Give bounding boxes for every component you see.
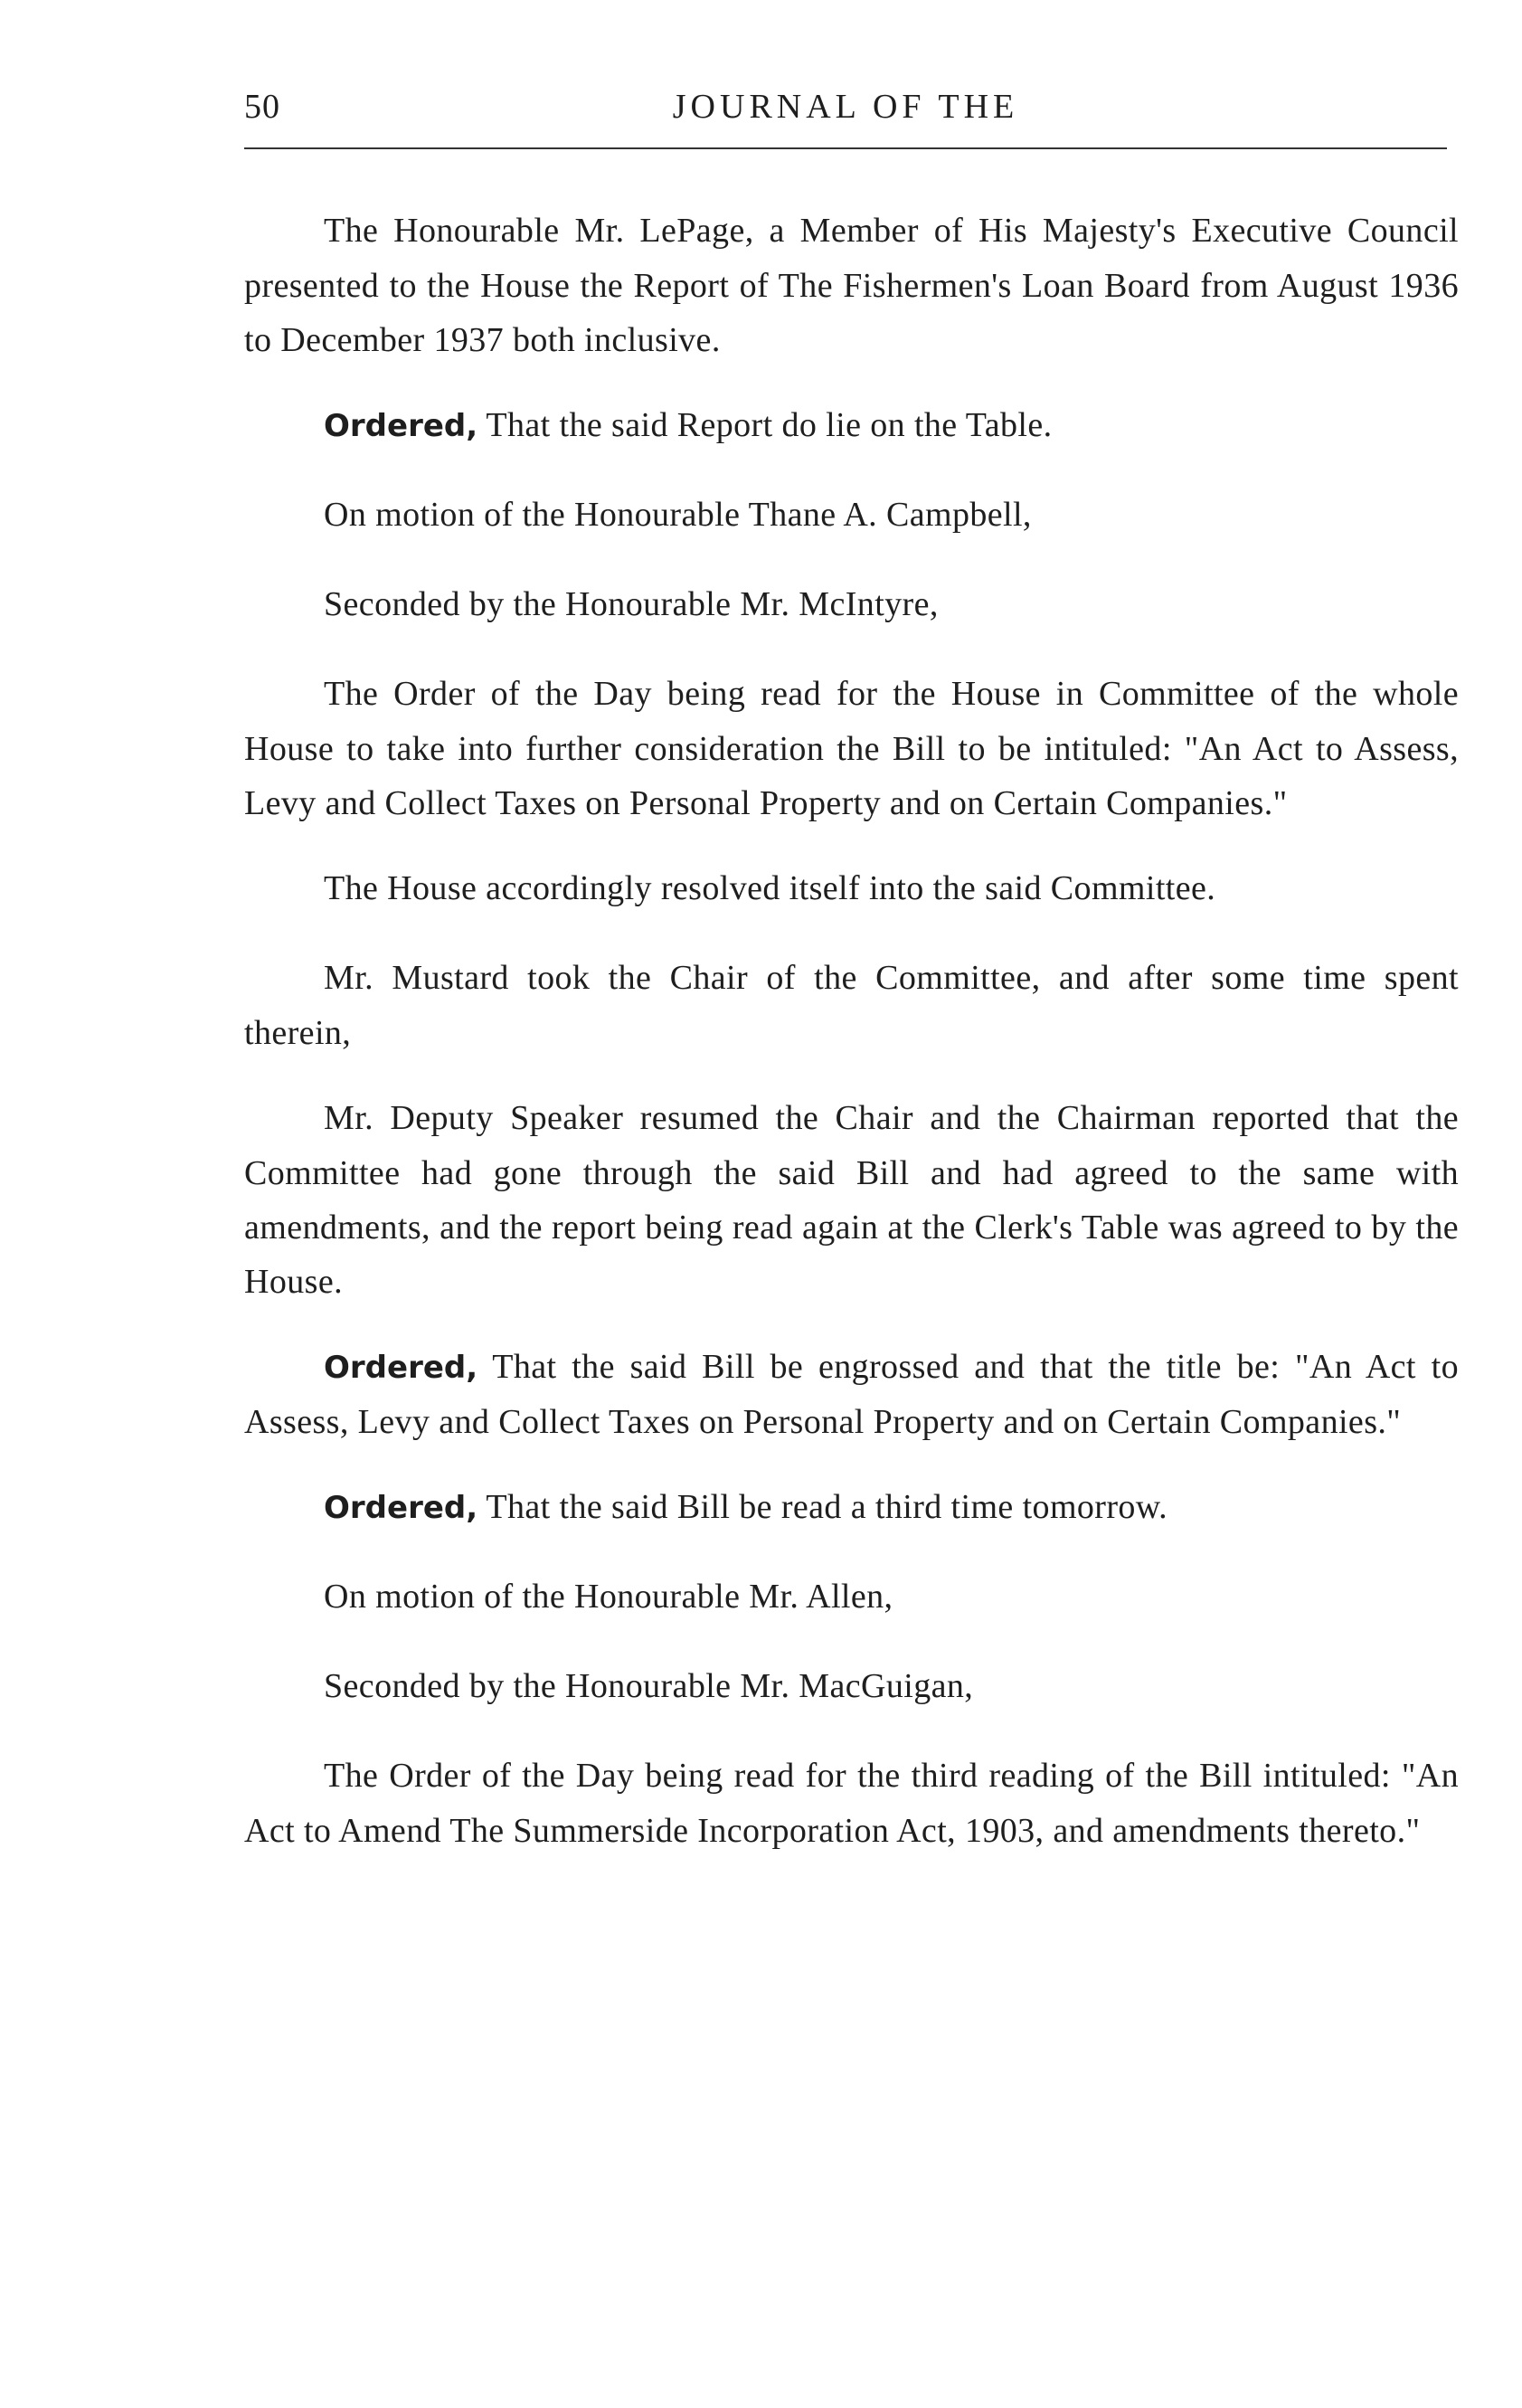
page-header [244, 87, 1447, 150]
paragraph-text: On motion of the Honourable Mr. Allen, [324, 1578, 893, 1616]
paragraph-seconded-mcintyre [244, 577, 1459, 632]
paragraph-order-of-day-committee [244, 667, 1459, 830]
paragraph-motion-allen [244, 1569, 1459, 1625]
paragraph-text: The Order of the Day being read for the House in Committee of the whole House to take into further consideration the Bill to be intituled: "An Act to Assess, Levy and Collect Taxes on Personal Property and on Certain Companies." [244, 675, 1459, 822]
paragraph-text: On motion of the Honourable Thane A. Campbell, [324, 496, 1032, 534]
paragraph-text: That the said Bill be read a third time tomorrow. [477, 1488, 1168, 1526]
paragraph-text: That the said Report do lie on the Table. [477, 406, 1053, 444]
paragraph-lead: Ordered, [324, 1490, 478, 1526]
paragraph-deputy-speaker-report [244, 1091, 1459, 1309]
paragraph-order-lie-on-table [244, 398, 1459, 453]
paragraph-order-engrossed [244, 1340, 1459, 1449]
paragraph-mustard-chair [244, 951, 1459, 1060]
journal-body [244, 204, 1459, 1889]
paragraph-house-resolved [244, 861, 1459, 916]
paragraph-motion-campbell [244, 488, 1459, 543]
paragraph-seconded-macguigan [244, 1659, 1459, 1714]
paragraph-text: That the said Bill be engrossed and that the title be: "An Act to Assess, Levy and Collect Taxes on Personal Property and on Certain Companies." [244, 1348, 1459, 1441]
paragraph-text: The Order of the Day being read for the third reading of the Bill intituled: "An Act to Amend The Summerside Incorporation Act, 1903, and amendments thereto." [244, 1757, 1459, 1850]
paragraph-report-presented [244, 204, 1459, 367]
paragraph-order-of-day-third-reading [244, 1749, 1459, 1858]
paragraph-text: The Honourable Mr. LePage, a Member of His Majesty's Executive Council presented to the House the Report of The Fishermen's Loan Board from August 1936 to December 1937 both inclusive. [244, 212, 1459, 359]
page-number: 50 [244, 88, 280, 126]
paragraph-text: Seconded by the Honourable Mr. MacGuigan, [324, 1667, 974, 1705]
paragraph-lead: Ordered, [324, 1350, 478, 1386]
paragraph-order-third-reading [244, 1480, 1459, 1535]
paragraph-text: Mr. Mustard took the Chair of the Committee, and after some time spent therein, [244, 959, 1459, 1052]
paragraph-lead: Ordered, [324, 408, 478, 444]
running-title: JOURNAL OF THE [672, 88, 1019, 126]
paragraph-text: Seconded by the Honourable Mr. McIntyre, [324, 585, 939, 623]
paragraph-text: The House accordingly resolved itself into the said Committee. [324, 869, 1216, 907]
header-rule [244, 147, 1447, 149]
paragraph-text: Mr. Deputy Speaker resumed the Chair and the Chairman reported that the Committee had gone through the said Bill and had agreed to the same with amendments, and the report being read again at the Clerk's Table was agreed to by the House. [244, 1099, 1459, 1301]
